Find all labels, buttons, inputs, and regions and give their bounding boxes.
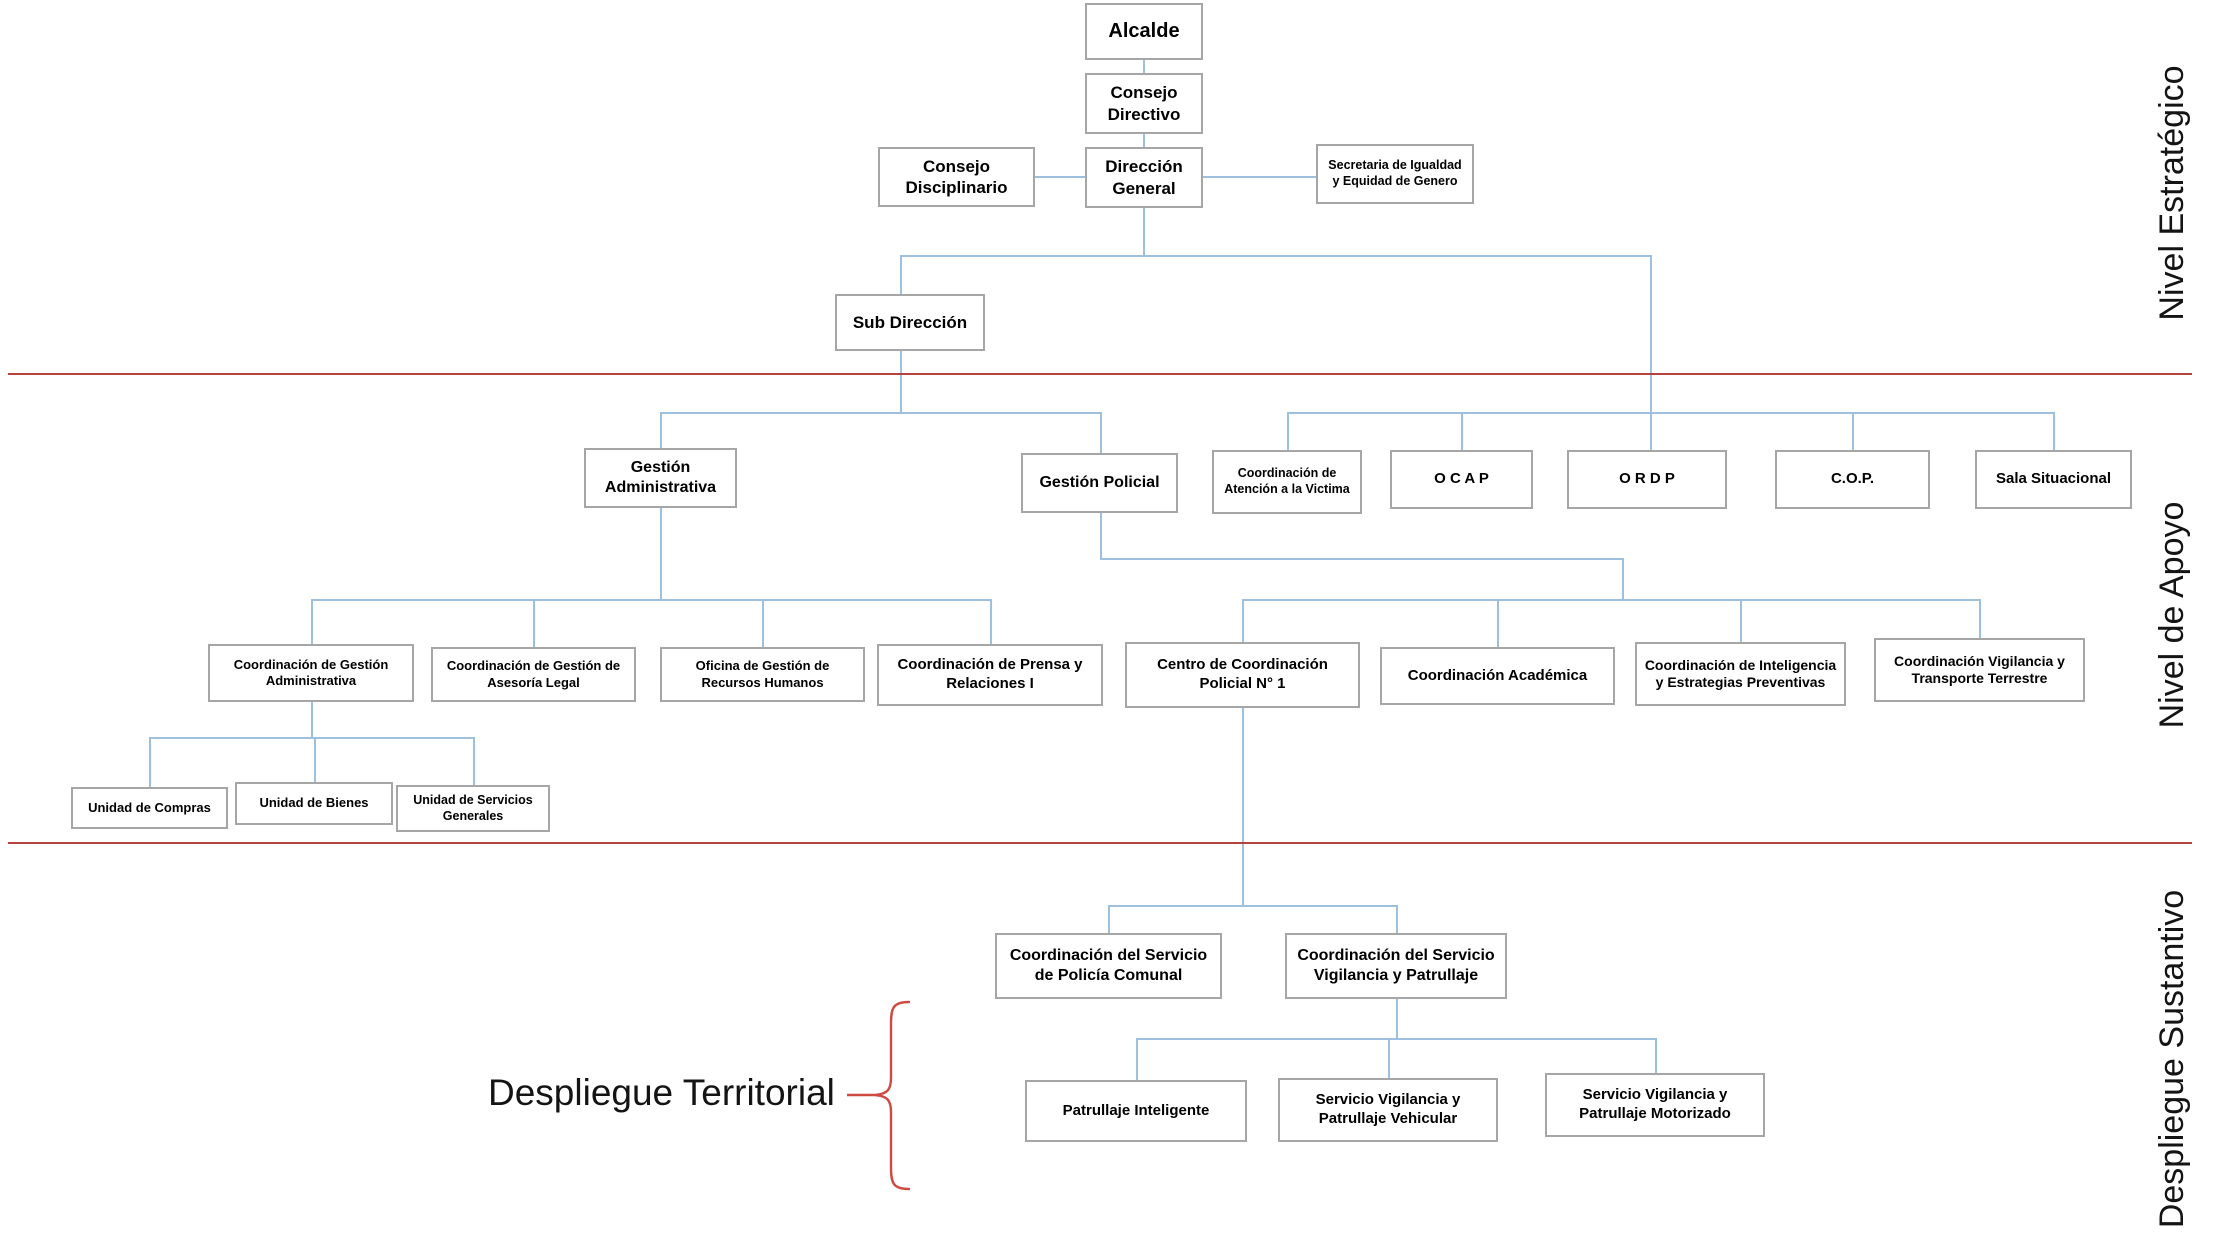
org-node-patrullaje-inteligente: Patrullaje Inteligente	[1025, 1080, 1247, 1142]
connector-line	[1108, 905, 1396, 907]
connector-line	[311, 599, 990, 601]
connector-line	[1396, 905, 1398, 933]
org-node-gestion-policial: Gestión Policial	[1021, 453, 1178, 513]
connector-line	[1287, 412, 1289, 450]
connector-line	[1242, 708, 1244, 905]
connector-line	[1497, 599, 1499, 647]
org-node-unidad-bienes: Unidad de Bienes	[235, 782, 393, 825]
connector-line	[2053, 412, 2055, 450]
level-label-apoyo: Nivel de Apoyo	[2152, 501, 2191, 729]
org-node-coord-vigilancia-transporte: Coordinación Vigilancia y Transporte Terrestre	[1874, 638, 2085, 702]
org-node-ordp: O R D P	[1567, 450, 1727, 509]
org-node-gestion-administrativa: Gestión Administrativa	[584, 448, 737, 508]
connector-line	[1100, 558, 1622, 560]
connector-line	[900, 255, 1652, 257]
connector-line	[311, 702, 313, 737]
connector-line	[1650, 255, 1652, 412]
org-node-coord-servicio-vigilancia: Coordinación del Servicio Vigilancia y Patrullaje	[1285, 933, 1507, 999]
connector-line	[762, 599, 764, 647]
connector-line	[1396, 999, 1398, 1038]
org-node-coord-policia-comunal: Coordinación del Servicio de Policía Comunal	[995, 933, 1222, 999]
connector-line	[1979, 599, 1981, 638]
level-divider-line	[8, 842, 2192, 844]
org-node-coord-asesoria-legal: Coordinación de Gestión de Asesoría Legal	[431, 647, 636, 702]
org-node-servicio-vehicular: Servicio Vigilancia y Patrullaje Vehicular	[1278, 1078, 1498, 1142]
connector-line	[533, 599, 535, 647]
connector-line	[1287, 412, 2053, 414]
connector-line	[1143, 134, 1145, 147]
org-node-coord-academica: Coordinación Académica	[1380, 647, 1615, 705]
level-divider-line	[8, 373, 2192, 375]
org-node-centro-coord-policial: Centro de Coordinación Policial N° 1	[1125, 642, 1360, 708]
connector-line	[473, 737, 475, 785]
org-node-coord-inteligencia: Coordinación de Inteligencia y Estrategias Preventivas	[1635, 642, 1846, 706]
connector-line	[1136, 1038, 1138, 1080]
connector-line	[1100, 513, 1102, 558]
org-node-alcalde: Alcalde	[1085, 3, 1203, 60]
org-node-unidad-compras: Unidad de Compras	[71, 787, 228, 829]
connector-line	[314, 737, 316, 782]
connector-line	[1461, 412, 1463, 450]
org-node-cop: C.O.P.	[1775, 450, 1930, 509]
org-node-consejo-directivo: Consejo Directivo	[1085, 73, 1203, 134]
org-node-sala-situacional: Sala Situacional	[1975, 450, 2132, 509]
level-label-sustantivo: Despliegue Sustantivo	[2152, 889, 2191, 1229]
org-node-direccion-general: Dirección General	[1085, 147, 1203, 208]
org-node-unidad-servicios: Unidad de Servicios Generales	[396, 785, 550, 832]
org-node-atencion-victima: Coordinación de Atención a la Victima	[1212, 450, 1362, 514]
connector-line	[990, 599, 992, 644]
connector-line	[1650, 412, 1652, 450]
connector-line	[1035, 176, 1085, 178]
org-node-secretaria-igualdad: Secretaria de Igualdad y Equidad de Genero	[1316, 144, 1474, 204]
connector-line	[1655, 1038, 1657, 1073]
connector-line	[1740, 599, 1742, 642]
connector-line	[149, 737, 151, 787]
connector-line	[660, 412, 662, 448]
connector-line	[660, 508, 662, 599]
connector-line	[1242, 599, 1244, 642]
org-node-consejo-disciplinario: Consejo Disciplinario	[878, 147, 1035, 207]
connector-line	[149, 737, 473, 739]
org-node-coord-gestion-administrativa: Coordinación de Gestión Administrativa	[208, 644, 414, 702]
connector-line	[1388, 1038, 1390, 1078]
connector-line	[1100, 412, 1102, 453]
org-node-ocap: O C A P	[1390, 450, 1533, 509]
level-label-estrategico: Nivel Estratégico	[2152, 65, 2191, 321]
connector-line	[900, 255, 902, 294]
org-node-servicio-motorizado: Servicio Vigilancia y Patrullaje Motorizado	[1545, 1073, 1765, 1137]
connector-line	[1203, 176, 1316, 178]
red-brace-icon	[845, 998, 930, 1193]
org-node-sub-direccion: Sub Dirección	[835, 294, 985, 351]
org-node-oficina-recursos-humanos: Oficina de Gestión de Recursos Humanos	[660, 647, 865, 702]
connector-line	[311, 599, 313, 644]
connector-line	[900, 351, 902, 412]
connector-line	[1143, 208, 1145, 255]
territorial-label: Despliegue Territorial	[488, 1072, 835, 1113]
connector-line	[660, 412, 1100, 414]
connector-line	[1852, 412, 1854, 450]
connector-line	[1622, 558, 1624, 599]
connector-line	[1108, 905, 1110, 933]
connector-line	[1136, 1038, 1655, 1040]
connector-line	[1242, 599, 1979, 601]
org-node-coord-prensa: Coordinación de Prensa y Relaciones I	[877, 644, 1103, 706]
connector-line	[1143, 60, 1145, 73]
